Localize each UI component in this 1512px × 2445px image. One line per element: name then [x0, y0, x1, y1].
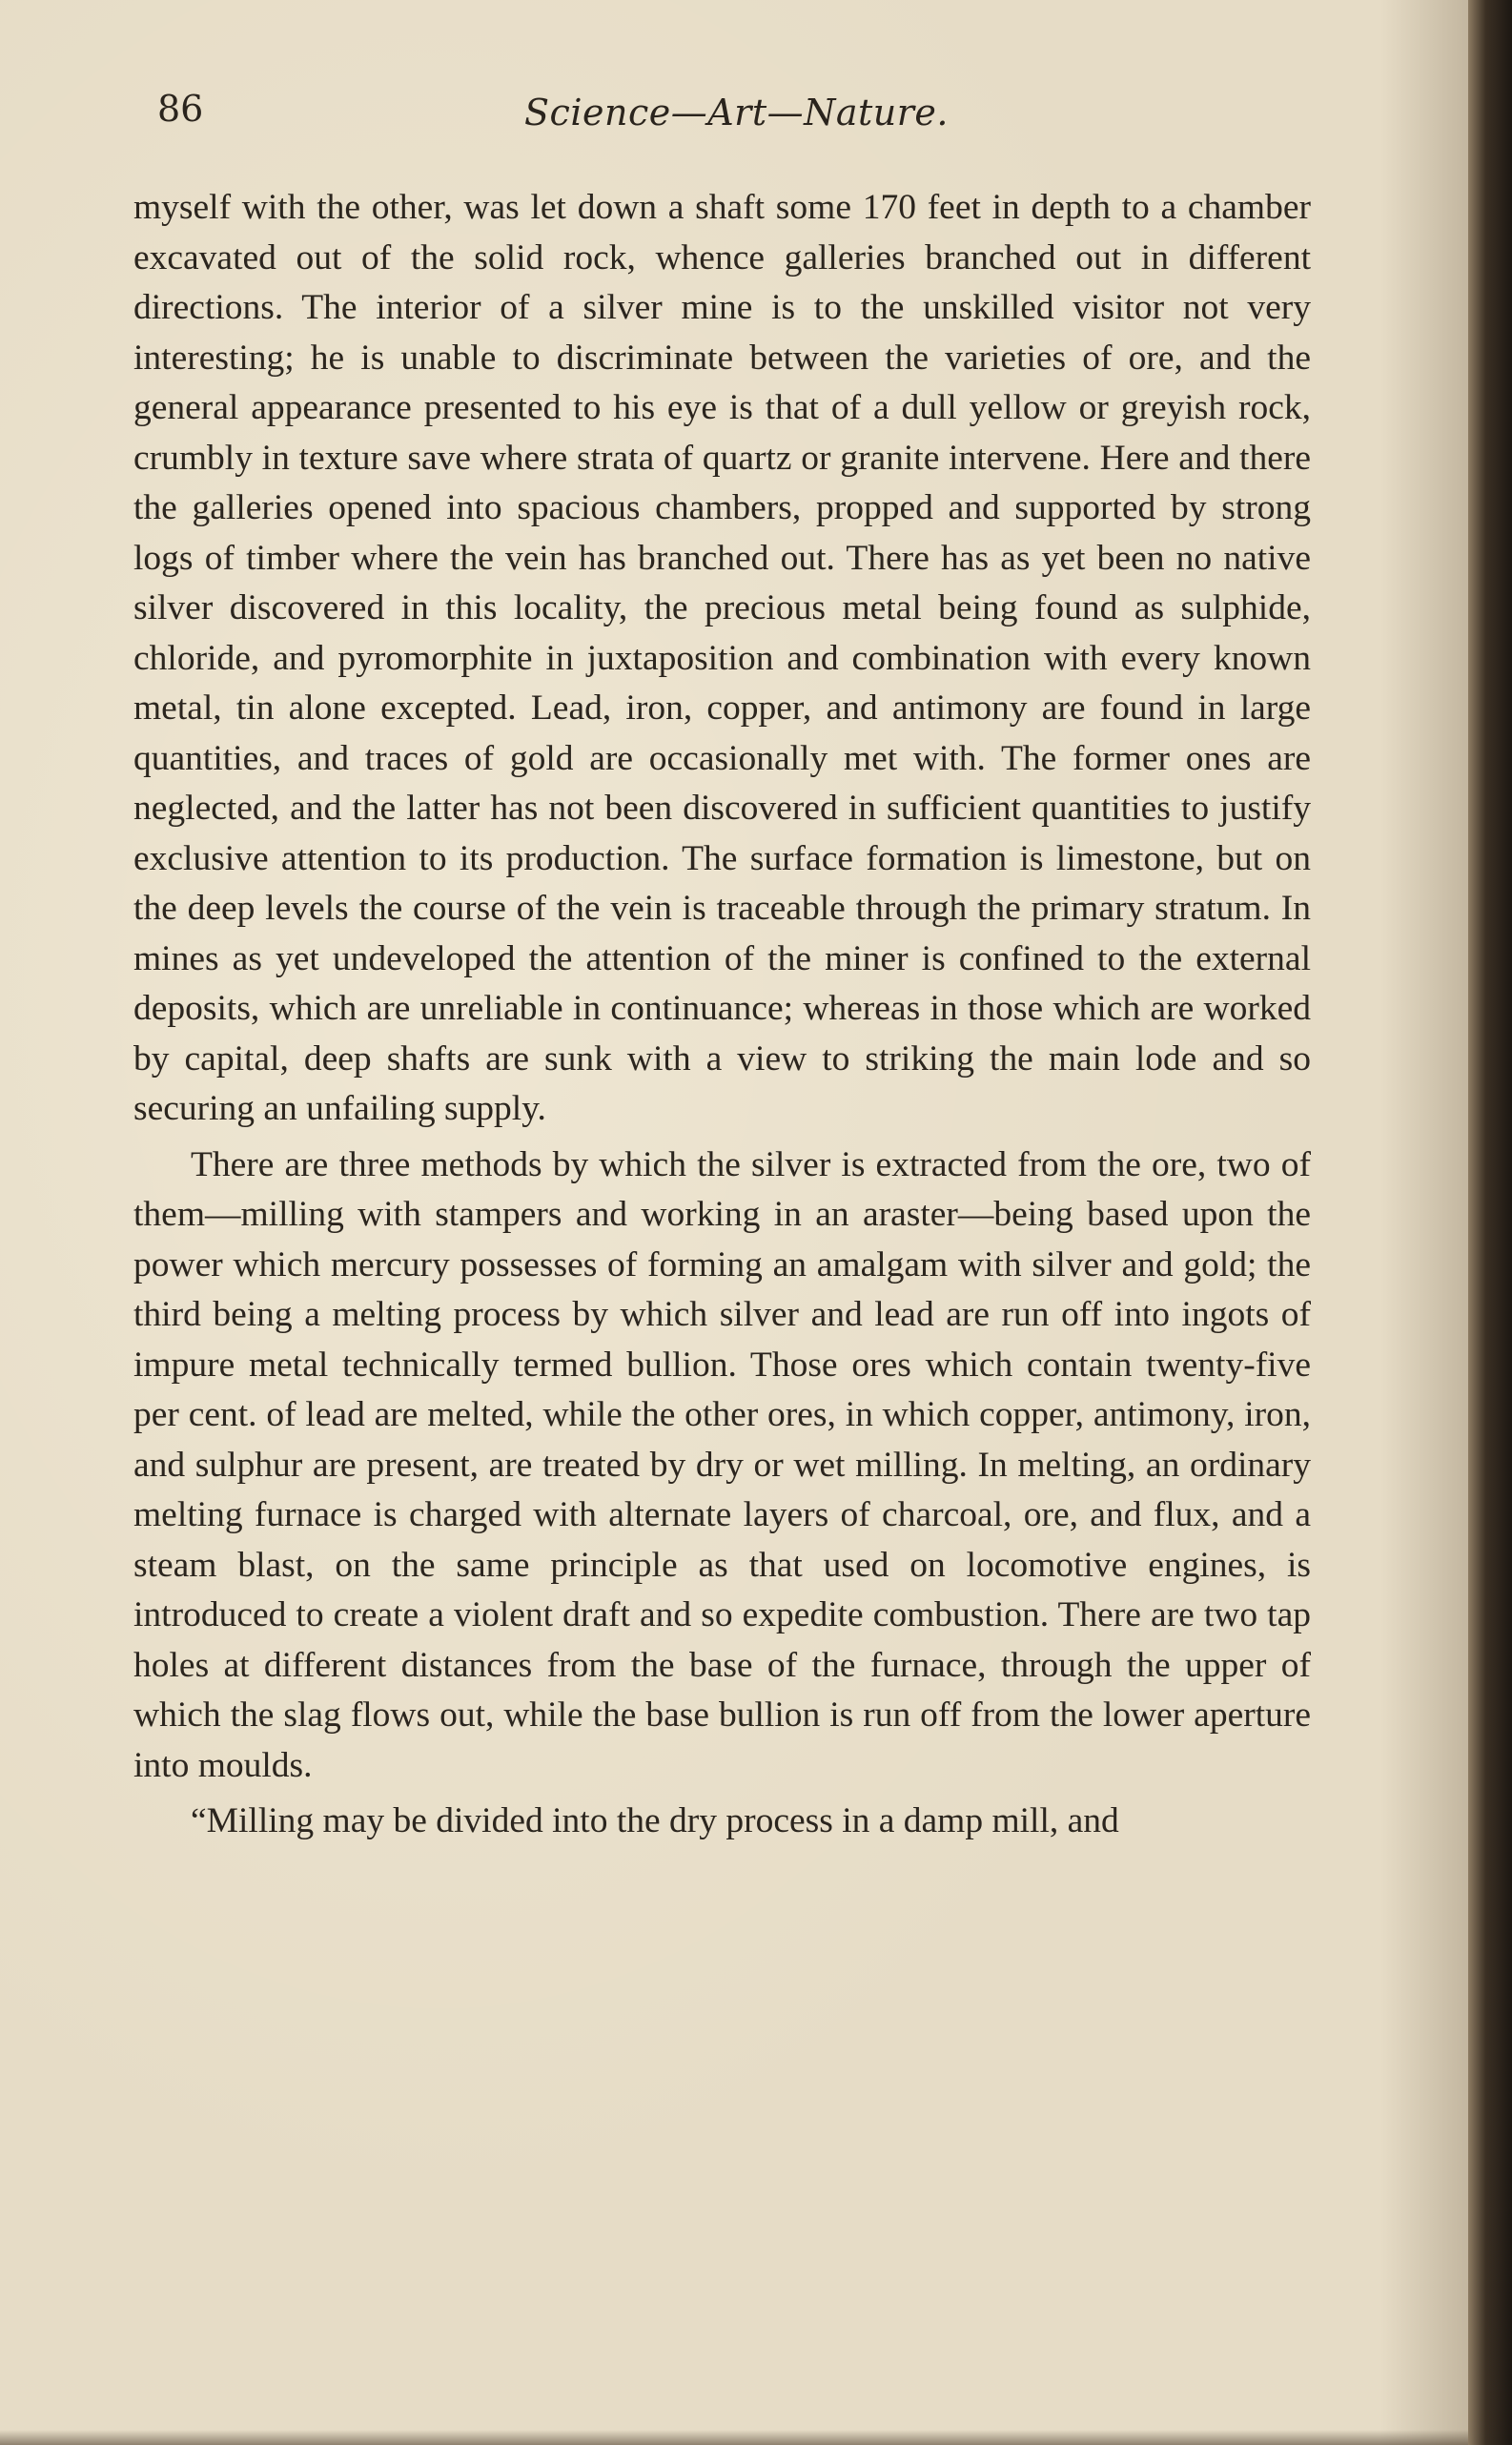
paragraph-3: “Milling may be divided into the dry process in a damp mill, and [191, 1801, 1119, 1840]
paragraph-2: There are three methods by which the silver is extracted from the ore, two of them—milling with stampers and working in an araster—being based upon the power which mercury possesses of forming an amalgam with silver and gold; the third being a melting process by which silver and lead are run off into ingots of impure metal technically termed bullion. Those ores which contain twenty-five per cent. of lead are melted, while the other ores, in which copper, antimony, iron, and sulphur are present, are treated by dry or wet milling. In melting, an ordinary melting furnace is charged with alternate layers of charcoal, ore, and flux, and a steam blast, on the same principle as that used on locomotive engines, is introduced to create a violent draft and so expedite combustion. There are two tap holes at different distances from the base of the furnace, through the upper of which the slag flows out, while the base bullion is run off from the lower aperture into moulds. [133, 1144, 1311, 1785]
page-bottom-edge [0, 2430, 1468, 2445]
running-title: Science—Art—Nature. [524, 92, 949, 134]
paragraph-1: myself with the other, was let down a shaft some 170 feet in depth to a chamber excavated out of the solid rock, whence galleries branched out in different directions. The interior of a silver mine is to the unskilled visitor not very interesting; he is unable to discriminate between the varieties of ore, and the general appearance presented to his eye is that of a dull yellow or greyish rock, crumbly in texture save where strata of quartz or granite intervene. Here and there the galleries opened into spacious chambers, propped and supported by strong logs of timber where the vein has branched out. There has as yet been no native silver discovered in this locality, the precious metal being found as sulphide, chloride, and pyromorphite in juxtaposition and combination with every known metal, tin alone excepted. Lead, iron, copper, and antimony are found in large quantities, and traces of gold are occasionally met with. The former ones are neglected, and the latter has not been discovered in sufficient quantities to justify exclusive attention to its production. The surface formation is limestone, but on the deep levels the course of the vein is traceable through the primary stratum. In mines as yet undeveloped the attention of the miner is confined to the external deposits, which are unreliable in continuance; whereas in those which are worked by capital, deep shafts are sunk with a view to striking the main lode and so securing an unfailing supply. [133, 188, 1311, 1128]
page-number: 86 [157, 88, 204, 130]
body-text [133, 183, 1311, 1853]
book-spine [1468, 0, 1512, 2445]
page-header [157, 88, 1316, 145]
